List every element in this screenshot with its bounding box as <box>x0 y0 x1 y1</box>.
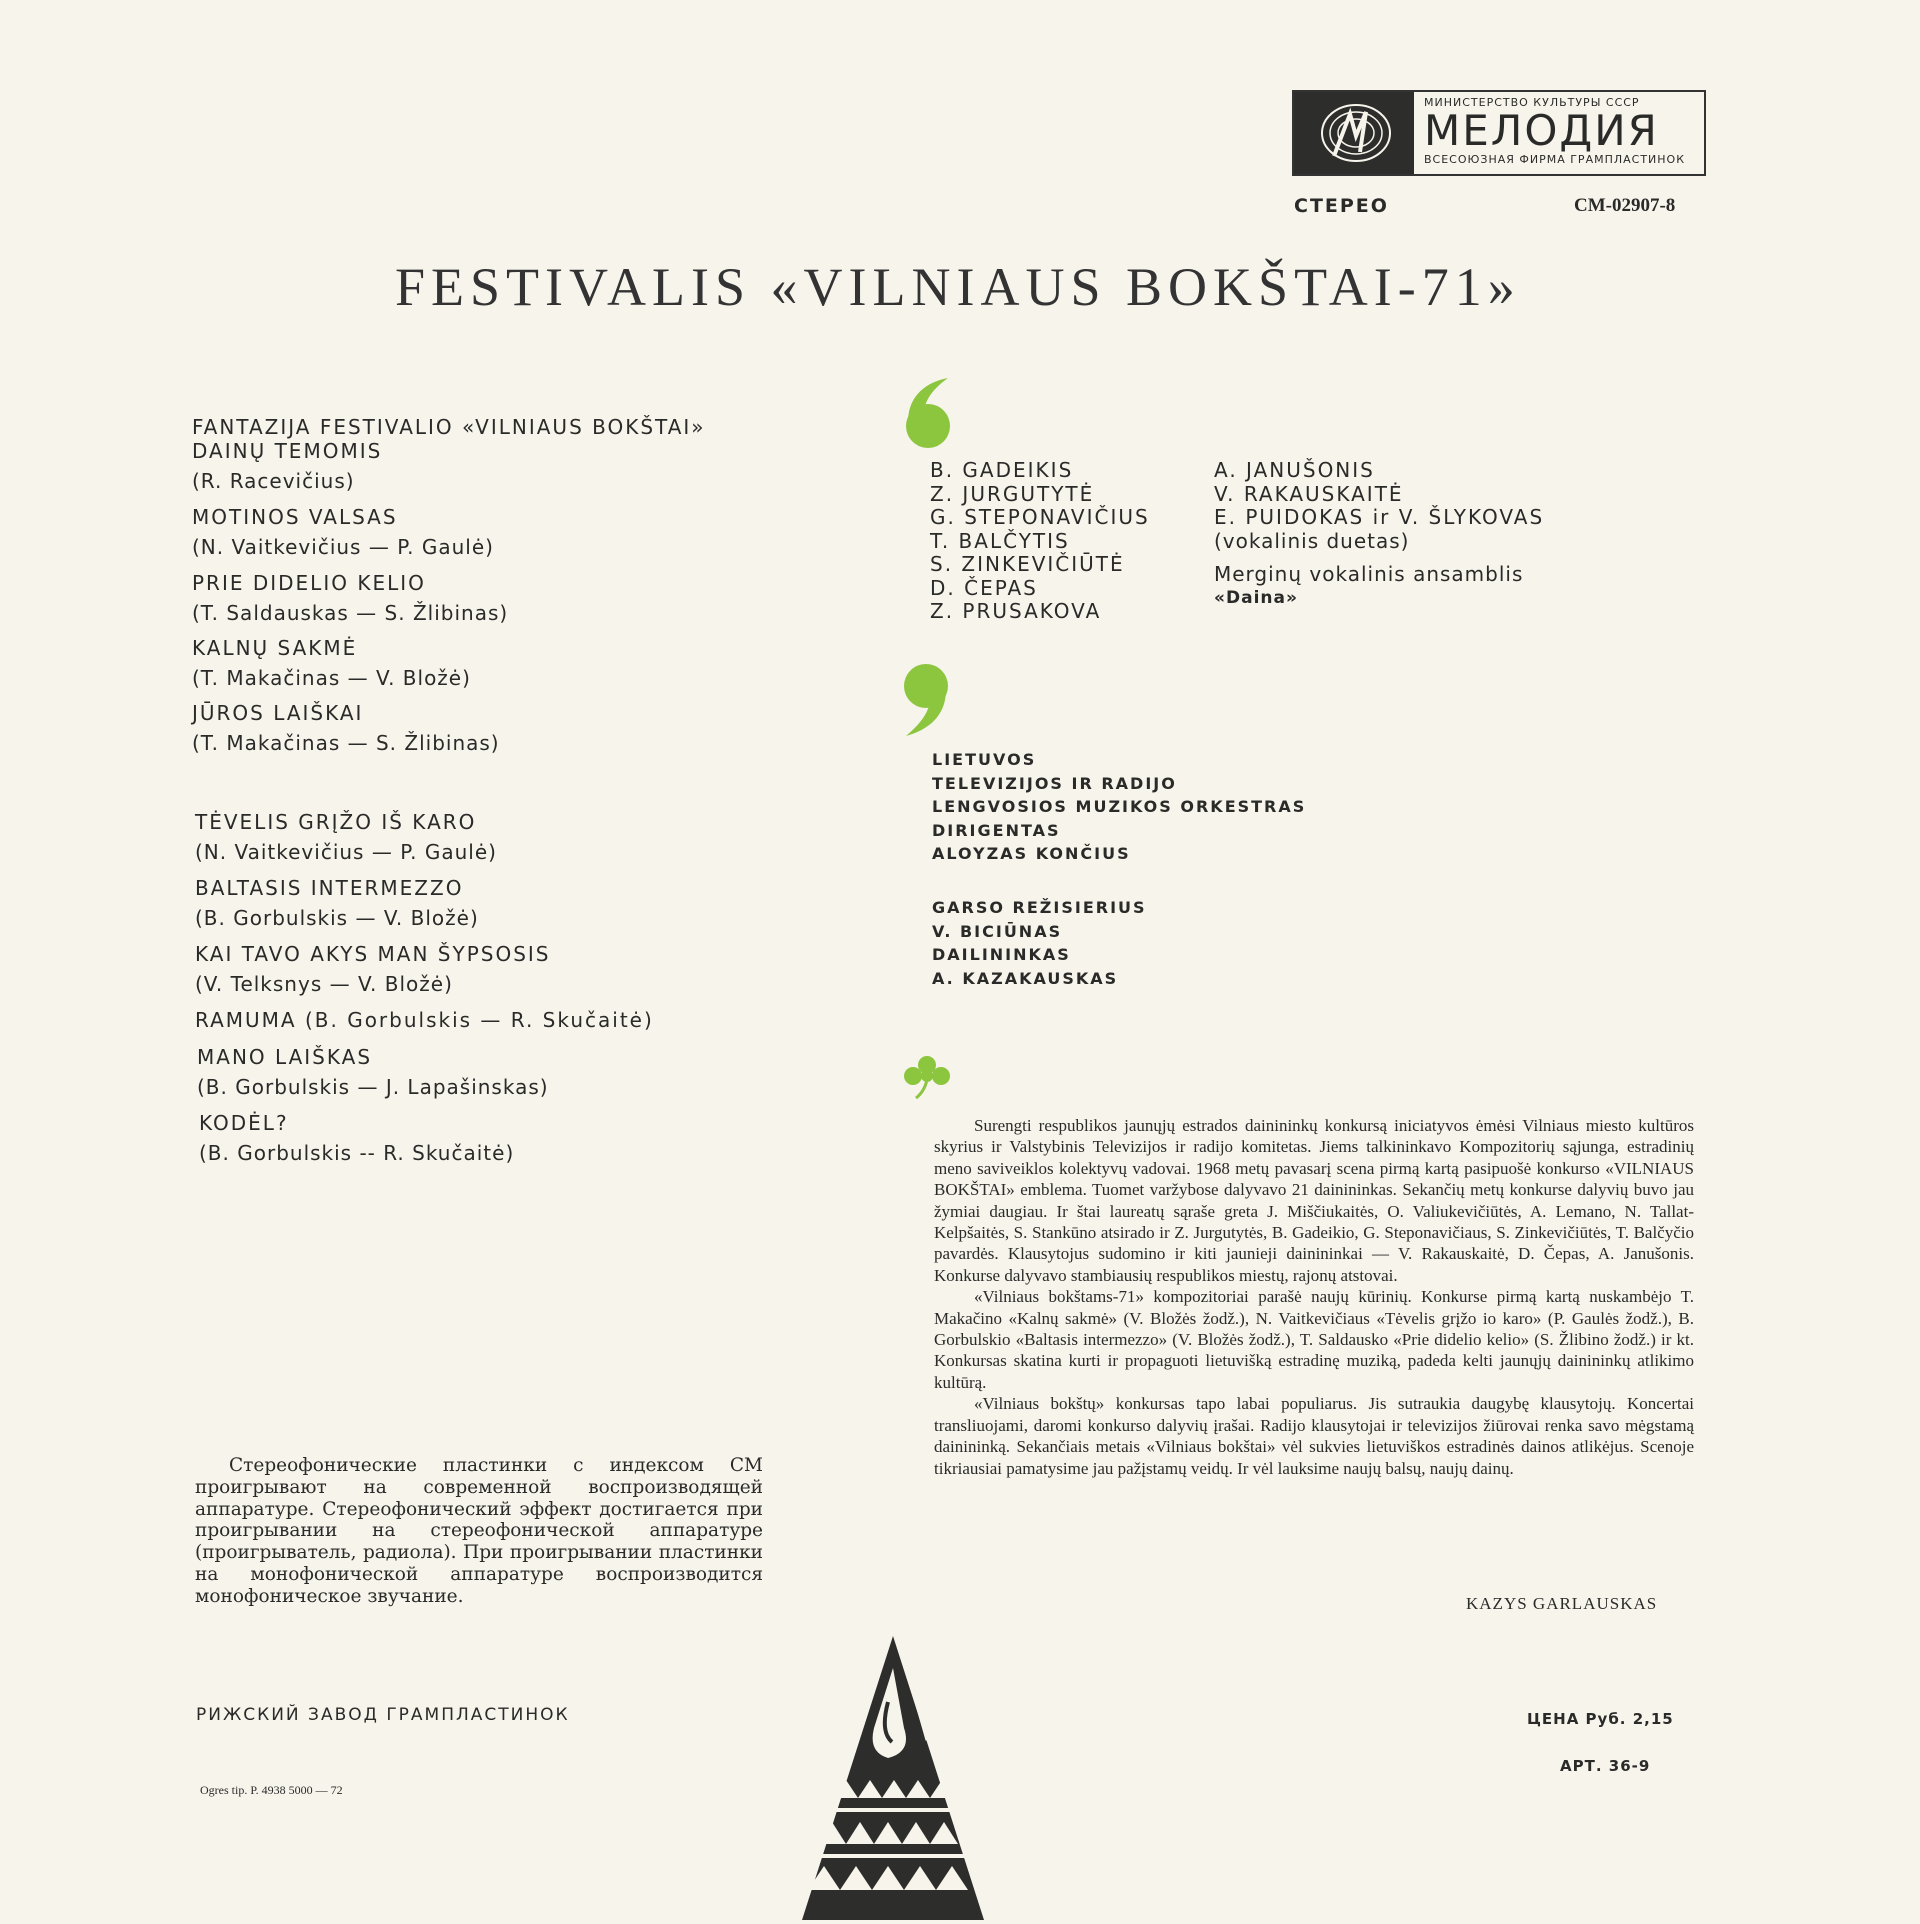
singer-name: V. RAKAUSKAITĖ <box>1214 481 1404 506</box>
track-credit: (N. Vaitkevičius — P. Gaulė) <box>195 840 497 864</box>
notes-paragraph: Surengti respublikos jaunųjų estrados dainininkų konkursą iniciatyvos ėmėsi Vilniaus miesto kultūros skyrius ir Valstybinis Televizijos ir radijo komitetas. Jiems talkininkavo Kompozitorių sąjunga, estradinių meno saviveiklos kolektyvų vadovai. 1968 metų pavasarį scena pirmą kartą pasipuošė konkurso «VILNIAUS BOKŠTAI» emblema. Tuomet varžybose dalyvavo 21 dainininkas. Sekančių metų konkurse dalyvių buvo jau žymiai daugiau. Ir štai laureatų sąraše greta J. Miščiukaitės, O. Valiukevičiūtės, A. Lemano, N. Tallat-Kelpšaitės, S. Stankūno atsirado ir Z. Jurgutytės, B. Gadeikio, G. Steponavičiaus, S. Zinkevičiūtės, T. Balčyčio pavardės. Klausytojus sudomino ir kiti jaunieji dainininkai — V. Rakauskaitė, D. Čepas, A. Janušonis. Konkurse dalyvavo stambiausių respublikos miestų, rajonų atstovai. <box>934 1116 1694 1285</box>
stereo-notice: Стереофонические пластинки с индексом СМ проигрывают на современной воспроизводящей аппаратуре. Стереофонический эффект достигается при проигрывании на стереофонической аппаратуре (проигрыватель, радиола). При проигрывании пластинки на монофонической аппаратуре воспроизводится монофоническое звучание. <box>195 1455 763 1607</box>
singer-name: D. ČEPAS <box>930 575 1038 600</box>
track-credit: (B. Gorbulskis — V. Bložė) <box>195 906 479 930</box>
crew-block <box>932 896 1147 990</box>
liner-notes <box>934 1115 1694 1479</box>
price-label: ЦЕНА Руб. 2,15 <box>1527 1710 1674 1728</box>
track-credit: (R. Racevičius) <box>192 469 355 493</box>
orchestra-line: ALOYZAS KONČIUS <box>932 844 1131 863</box>
track-8 <box>195 942 815 996</box>
notes-paragraph: «Vilniaus bokštų» konkursas tapo labai populiarus. Jis sutraukia daugybę klausytojų. Koncertai transliuojami, daromi konkurso dalyvių įrašai. Radijo klausytojai ir televizijos žiūrovai renka savo mėgstamą dainininką. Sekančiais metais «Vilniaus bokštai» vėl sukvies lietuviškos estradinės dainos atlikėjus. Scenoje tikriausiai pamatysime jau pažįstamų veidų. Ir vėl lauksime naujų balsų, naujų dainų. <box>934 1394 1694 1478</box>
singer-name: T. BALČYTIS <box>930 528 1070 553</box>
track-title: KAI TAVO AKYS MAN ŠYPSOSIS <box>195 942 551 966</box>
ensemble-name: «Daina» <box>1214 587 1298 608</box>
page-title: FESTIVALIS «VILNIAUS BOKŠTAI-71» <box>395 257 1521 317</box>
orchestra-line: LENGVOSIOS MUZIKOS ORKESTRAS <box>932 797 1307 816</box>
track-2 <box>192 505 812 559</box>
track-credit: (T. Makačinas — V. Bložė) <box>192 666 471 690</box>
track-3 <box>192 571 812 625</box>
singer-name: A. JANUŠONIS <box>1214 458 1375 482</box>
track-title: FANTAZIJA FESTIVALIO «VILNIAUS BOKŠTAI» <box>192 415 706 439</box>
orchestra-block <box>932 748 1306 866</box>
orchestra-line: TELEVIZIJOS IR RADIJO <box>932 773 1177 793</box>
stereo-label: СТЕРЕО <box>1294 195 1389 217</box>
track-credit: (B. Gorbulskis -- R. Skučaitė) <box>199 1141 515 1165</box>
track-11 <box>199 1111 819 1165</box>
singer-name: B. GADEIKIS <box>930 458 1074 482</box>
notes-paragraph: «Vilniaus bokštams-71» kompozitoriai parašė naujų kūrinių. Konkurse pirmą kartą nuskambėjo T. Makačino «Kalnų sakmė» (V. Bložės žodž.), N. Vaitkevičiaus «Tėvelis grįžo io karo» (P. Gaulės žodž.), B. Gorbulskio «Baltasis intermezzo» (V. Bložės žodž.), T. Saldausko «Prie didelio kelio» (S. Žlibino žodž.) ir kt. Konkursas skatina kurti ir propaguoti lietuvišką estradinę muziką, padeda kelti jaunųjų dainininkų atlikimo kultūrą. <box>934 1287 1694 1392</box>
singer-name: E. PUIDOKAS ir V. ŠLYKOVAS <box>1214 505 1545 529</box>
track-title: PRIE DIDELIO KELIO <box>192 571 426 595</box>
track-title: JŪROS LAIŠKAI <box>192 701 364 725</box>
tower-emblem <box>788 1632 998 1924</box>
notes-author: KAZYS GARLAUSKAS <box>1466 1594 1658 1613</box>
track-credit: (T. Makačinas — S. Žlibinas) <box>192 731 500 755</box>
catalog-number: СМ-02907-8 <box>1574 195 1676 216</box>
print-info: Ogres tip. P. 4938 5000 — 72 <box>200 1783 343 1797</box>
track-title: RAMUMA (B. Gorbulskis — R. Skučaitė) <box>195 1008 654 1032</box>
ensemble-line: Merginų vokalinis ansamblis <box>1214 562 1524 586</box>
track-credit: (T. Saldauskas — S. Žlibinas) <box>192 601 509 625</box>
melodiya-logo <box>1292 90 1706 176</box>
open-quote-icon <box>898 378 954 454</box>
track-5 <box>192 701 812 755</box>
factory-name: РИЖСКИЙ ЗАВОД ГРАМПЛАСТИНОК <box>196 1705 570 1725</box>
crew-line: DAILININKAS <box>932 945 1071 964</box>
singers-column-1 <box>930 459 1150 624</box>
track-1 <box>192 415 812 493</box>
crew-line: A. KAZAKAUSKAS <box>932 968 1119 988</box>
track-title: MOTINOS VALSAS <box>192 505 398 529</box>
article-number: АРТ. 36-9 <box>1560 1757 1651 1775</box>
melodiya-logo-icon <box>1294 92 1414 174</box>
logo-brand-text: МЕЛОДИЯ <box>1424 106 1659 155</box>
singer-name: G. STEPONAVIČIUS <box>930 505 1150 529</box>
track-credit: (N. Vaitkevičius — P. Gaulė) <box>192 535 494 559</box>
clover-icon <box>900 1054 954 1104</box>
track-title-line2: DAINŲ TEMOMIS <box>192 439 383 463</box>
orchestra-line: DIRIGENTAS <box>932 820 1061 840</box>
track-title: TĖVELIS GRĮŽO IŠ KARO <box>195 810 477 834</box>
track-title: KODĖL? <box>199 1111 289 1135</box>
track-9 <box>195 1008 815 1032</box>
track-10 <box>197 1045 817 1099</box>
close-quote-icon <box>900 662 956 742</box>
singer-name: Z. PRUSAKOVA <box>930 599 1102 623</box>
track-4 <box>192 636 812 690</box>
track-credit: (V. Telksnys — V. Bložė) <box>195 972 453 996</box>
logo-ministry-text: МИНИСТЕРСТВО КУЛЬТУРЫ СССР <box>1424 96 1640 109</box>
track-title: BALTASIS INTERMEZZO <box>195 876 464 900</box>
orchestra-line: LIETUVOS <box>932 750 1037 769</box>
singer-name: S. ZINKEVIČIŪTĖ <box>930 552 1125 576</box>
crew-line: GARSO REŽISIERIUS <box>932 898 1147 917</box>
track-7 <box>195 876 815 930</box>
singer-note: (vokalinis duetas) <box>1214 528 1410 553</box>
track-title: MANO LAIŠKAS <box>197 1045 373 1069</box>
logo-company-text: ВСЕСОЮЗНАЯ ФИРМА ГРАМПЛАСТИНОК <box>1424 153 1686 166</box>
crew-line: V. BICIŪNAS <box>932 921 1063 941</box>
track-credit: (B. Gorbulskis — J. Lapašinskas) <box>197 1075 549 1099</box>
track-6 <box>195 810 815 864</box>
singer-name: Z. JURGUTYTĖ <box>930 481 1095 506</box>
track-title: KALNŲ SAKMĖ <box>192 636 358 660</box>
singers-column-2 <box>1214 459 1544 610</box>
